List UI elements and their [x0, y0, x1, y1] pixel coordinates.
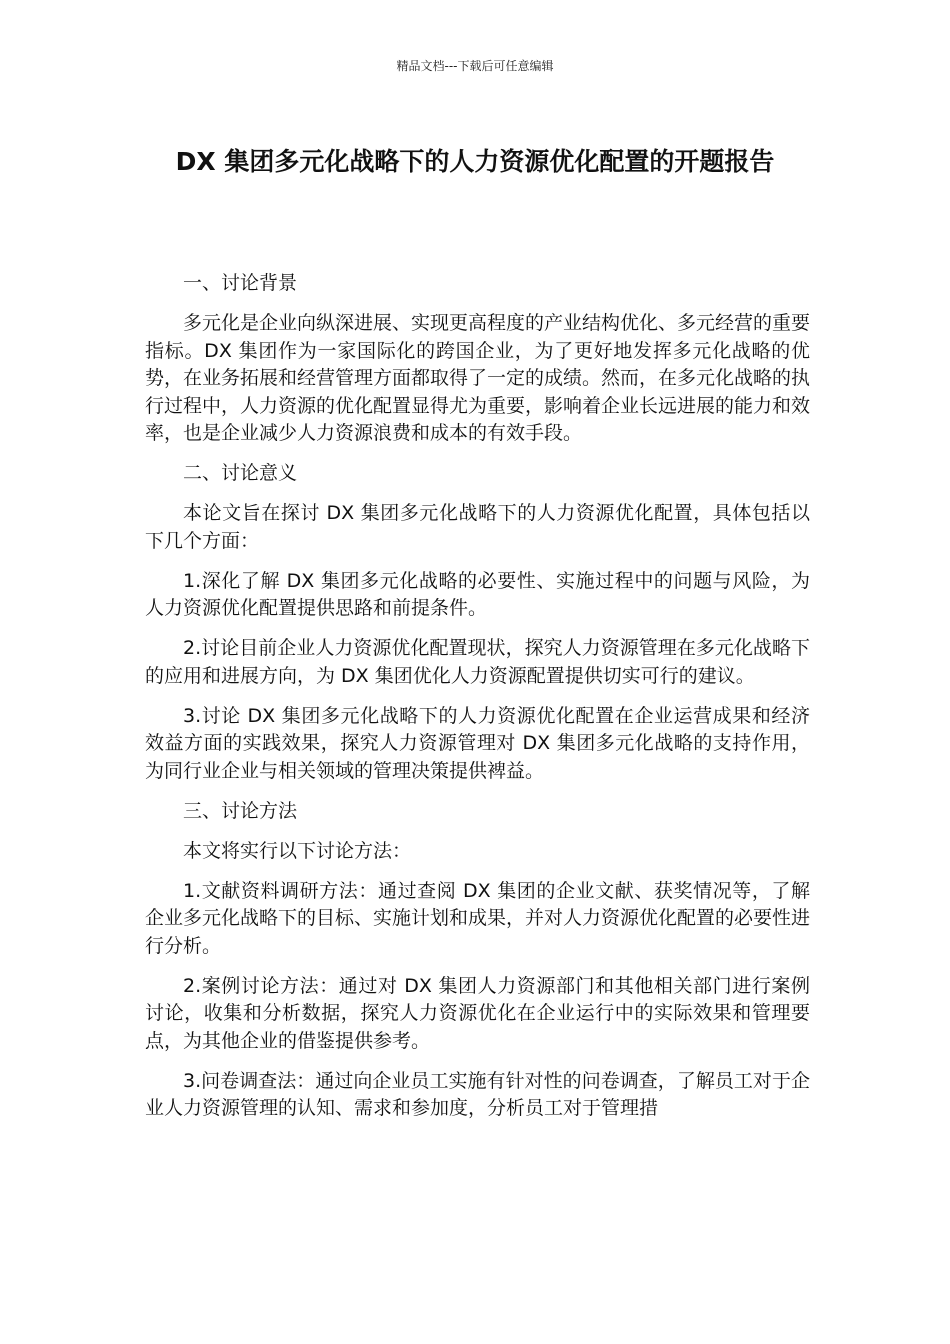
section-heading-background: 一、讨论背景 [183, 272, 298, 294]
paragraph: 本文将实行以下讨论方法： [183, 839, 412, 862]
paragraph: 3.问卷调查法：通过向企业员工实施有针对性的问卷调查，了解员工对于企业人力资源管理的认知、需求和参加度，分析员工对于管理措 [145, 1069, 810, 1119]
paragraph: 1.深化了解 DX 集团多元化战略的必要性、实施过程中的问题与风险，为人力资源优化配置提供思路和前提条件。 [145, 569, 810, 619]
paragraph: 2.讨论目前企业人力资源优化配置现状，探究人力资源管理在多元化战略下的应用和进展方向，为 DX 集团优化人力资源配置提供切实可行的建议。 [145, 637, 810, 687]
paragraph: 多元化是企业向纵深进展、实现更高程度的产业结构优化、多元经营的重要指标。DX 集团作为一家国际化的跨国企业，为了更好地发挥多元化战略的优势，在业务拓展和经营管理方面都取得了一定的成绩。然而，在多元化战略的执行过程中，人力资源的优化配置显得尤为重要，影响着企业长远进展的能力和效率，也是企业减少人力资源浪费和成本的有效手段。 [145, 312, 811, 444]
header-note: 精品文档---下载后可任意编辑 [396, 59, 554, 73]
section-heading-methods: 三、讨论方法 [183, 799, 298, 822]
paragraph: 1.文献资料调研方法：通过查阅 DX 集团的企业文献、获奖情况等，了解企业多元化战略下的目标、实施计划和成果，并对人力资源优化配置的必要性进行分析。 [145, 879, 811, 957]
document-body [145, 270, 810, 1135]
document-title: DX 集团多元化战略下的人力资源优化配置的开题报告 [175, 147, 775, 176]
paragraph: 3.讨论 DX 集团多元化战略下的人力资源优化配置在企业运营成果和经济效益方面的实践效果，探究人力资源管理对 DX 集团多元化战略的支持作用，为同行业企业与相关领域的管理决策提供裨益。 [145, 704, 810, 782]
paragraph: 本论文旨在探讨 DX 集团多元化战略下的人力资源优化配置，具体包括以下几个方面： [145, 502, 810, 552]
section-heading-significance: 二、讨论意义 [183, 462, 298, 484]
paragraph: 2.案例讨论方法：通过对 DX 集团人力资源部门和其他相关部门进行案例讨论，收集和分析数据，探究人力资源优化在企业运行中的实际效果和管理要点，为其他企业的借鉴提供参考。 [145, 974, 810, 1052]
